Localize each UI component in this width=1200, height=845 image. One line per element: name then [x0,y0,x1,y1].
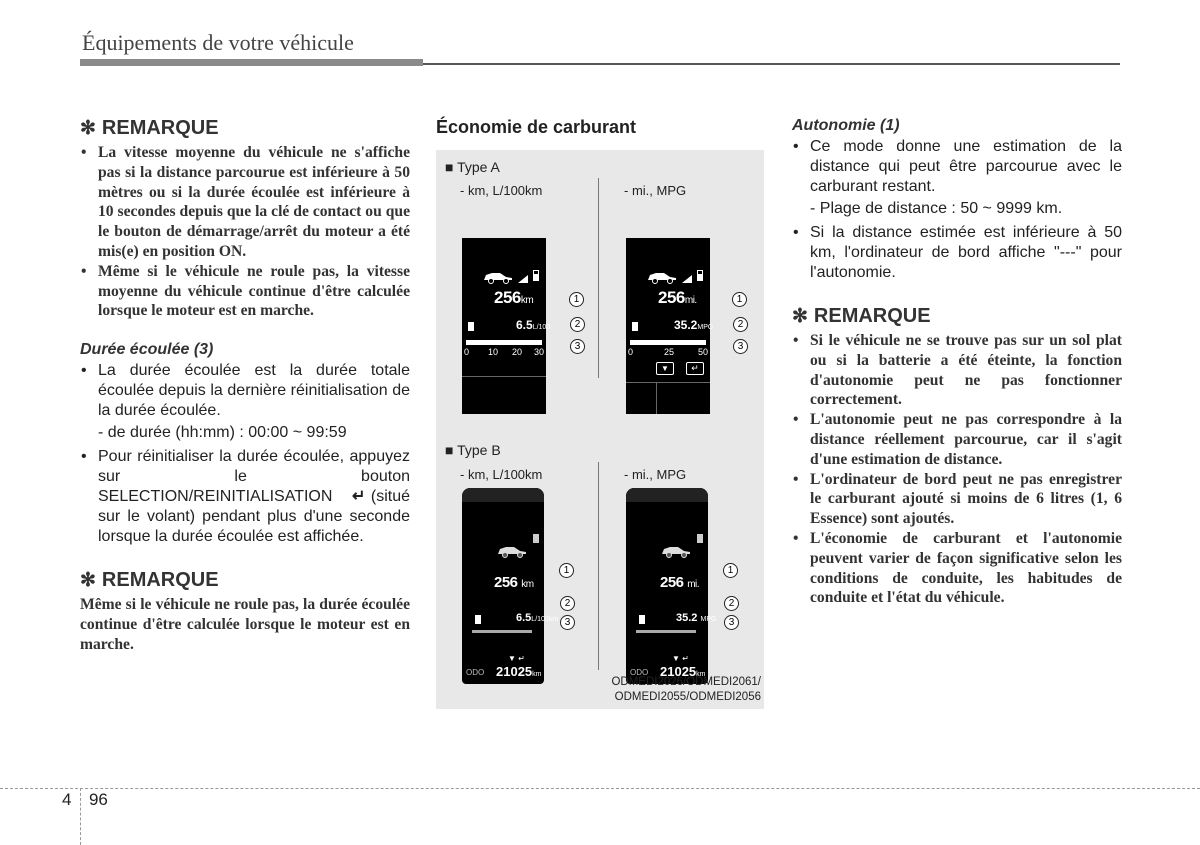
list-item: • Ce mode donne une estimation de la distance qui peut être parcourue avec le carburant restant. [792,137,1122,197]
header-title: Équipements de votre véhicule [82,30,354,55]
remark-text: Même si le véhicule ne roule pas, la durée écoulée continue d'être calculée lorsque le moteur est en marche. [80,596,410,653]
callout-2: 2 [724,596,739,611]
list-item [80,361,410,421]
callout-1: 1 [569,292,584,307]
callout-1: 1 [723,563,738,578]
tick-label: 0 [628,347,634,357]
list-item-text: (situé sur le volant) pendant plus d'une seconde lorsque la durée écoulée est affichée. [98,488,410,546]
callout-1: 1 [732,292,747,307]
screen-divider [656,382,657,414]
fuel-pump-icon [532,532,541,544]
down-arrow-icon: ▼ ↵ [672,654,689,663]
car-icon [660,542,696,558]
triangle-icon [682,275,692,283]
cluster-figure [436,150,764,709]
footer-rule [0,788,1200,789]
list-item [80,447,410,547]
remark-list [792,331,1122,608]
tick-label: 25 [664,347,675,357]
autonomie-list [792,137,1122,197]
type-b-mi-screen [626,488,717,684]
list-item: • L'économie de carburant et l'autonomie peuvent varier de façon significative selon les conditions de conduite, les habitudes de conduite et l'état du véhicule. [792,529,1122,608]
remark-title: REMARQUE [101,569,219,592]
type-b-km-screen [462,488,559,684]
type-b-left-unit: - km, L/100km [460,467,543,482]
odo-label: ODO [630,668,649,677]
figure-code [611,675,761,705]
tick-label: 50 [698,347,709,357]
asterisk-icon: ✻ [80,118,96,139]
callout-2: 2 [570,317,585,332]
economy-bar [636,630,696,633]
car-icon [496,542,532,558]
callout-3: 3 [560,615,575,630]
list-item-text: La durée écoulée est la durée totale écoulée depuis la dernière réinitialisation de la durée écoulée. [98,362,410,420]
type-b-label: ■ Type B [445,442,501,458]
economy-value: 35.2 MPG [676,612,717,624]
callout-2: 2 [733,317,748,332]
odo-value: 21025km [496,664,542,679]
autonomie-list-2 [792,223,1122,283]
enter-arrow-icon: ↵ [351,488,366,506]
list-item-text: Pour réinitialiser la durée écoulée, appuyez sur le bouton SELECTION/REINITIALISATION [98,448,410,506]
car-icon [646,268,682,284]
header-rule-thin [423,63,1120,65]
economy-bar [466,340,542,345]
remark-list [80,143,410,321]
type-a-km-screen [462,238,551,414]
callout-3: 3 [570,339,585,354]
range-value: 256 km [494,574,534,591]
list-item: • Même si le véhicule ne roule pas, la vitesse moyenne du véhicule continue d'être calculée lorsque le moteur est en marche. [80,262,410,321]
triangle-icon [518,275,528,283]
type-a-mi-screen [626,238,714,414]
tick-label: 10 [488,347,499,357]
fuel-pump-icon [467,320,476,332]
divider [598,462,599,670]
list-item: • L'autonomie peut ne pas correspondre à la distance réellement parcourue, car il s'agit d'une estimation de distance. [792,410,1122,469]
screen-divider [626,382,710,383]
duree-list [80,361,410,421]
page-number [62,790,108,810]
fuel-pump-icon [474,613,483,625]
duree-heading: Durée écoulée (3) [80,341,214,359]
remark-title: REMARQUE [813,305,931,327]
enter-button-icon: ↵ [686,362,704,375]
autonomie-heading: Autonomie (1) [792,117,900,134]
type-a-left-unit: - km, L/100km [460,183,543,198]
fuel-pump-icon [532,268,542,282]
range-value: 256km [494,288,534,307]
list-item: • Si le véhicule ne se trouve pas sur un sol plat ou si la batterie a été éteinte, la fonction d'autonomie peut ne pas fonctionner correctement. [792,331,1122,410]
autonomie-range: - Plage de distance : 50 ~ 9999 km. [810,200,1063,217]
page-number-value: 96 [88,790,108,809]
figure-code-line: ODMEDI2026/ODMEDI2061/ [611,676,761,688]
right-column [792,117,1122,608]
fuel-pump-icon [696,532,705,544]
odo-label: ODO [466,668,485,677]
list-item: • La vitesse moyenne du véhicule ne s'affiche pas si la distance parcourue est inférieure à 50 mètres ou si la durée écoulée est inférieure à 10 secondes depuis que la clé de contact ou que le bouton de démarrage/arrêt du moteur a été mis(e) en position ON. [80,143,410,262]
asterisk-icon: ✻ [80,570,96,592]
divider [598,178,599,378]
car-icon [482,268,518,284]
section-title: Économie de carburant [436,117,637,137]
odo-value: 21025km [660,664,706,679]
screen-divider [462,376,546,377]
type-a-right-unit: - mi., MPG [624,183,687,198]
remark-heading [792,305,1122,328]
callout-1: 1 [559,563,574,578]
callout-2: 2 [560,596,575,611]
economy-value: 6.5L/100km [516,612,559,624]
screen-top-bezel [626,488,708,502]
economy-value: 6.5L/100 [516,318,551,332]
range-value: 256mi. [658,288,697,307]
remark-heading [80,569,410,592]
callout-3: 3 [733,339,748,354]
figure-code-line: ODMEDI2055/ODMEDI2056 [614,691,761,703]
range-value: 256 mi. [660,574,700,591]
fuel-pump-icon [631,320,640,332]
type-a-label: ■ Type A [445,159,500,175]
asterisk-icon: ✻ [792,306,808,327]
header-rule-thick [80,59,423,66]
callout-3: 3 [724,615,739,630]
tick-label: 20 [512,347,523,357]
fuel-pump-icon [696,268,706,282]
economy-bar [630,340,706,345]
remark-heading [80,117,410,140]
tick-label: 0 [464,347,470,357]
list-item: • Si la distance estimée est inférieure à 50 km, l'ordinateur de bord affiche "---" pour l'autonomie. [792,223,1122,283]
left-column [80,117,410,655]
list-item: • L'ordinateur de bord peut ne pas enregistrer le carburant ajouté si moins de 6 litres (1, 6 Essence) sont ajoutés. [792,470,1122,529]
tick-label: 30 [534,347,545,357]
fuel-pump-icon [638,613,647,625]
screen-top-bezel [462,488,544,502]
down-button-icon: ▼ [656,362,674,375]
economy-bar [472,630,532,633]
remark-title: REMARQUE [101,117,219,139]
duree-list-2 [80,447,410,547]
down-arrow-icon: ▼ ↵ [508,654,525,663]
chapter-number: 4 [62,790,72,809]
duree-range: - de durée (hh:mm) : 00:00 ~ 99:59 [98,424,347,442]
economy-value: 35.2MPG [674,318,714,332]
type-b-right-unit: - mi., MPG [624,467,687,482]
middle-column [436,117,766,709]
